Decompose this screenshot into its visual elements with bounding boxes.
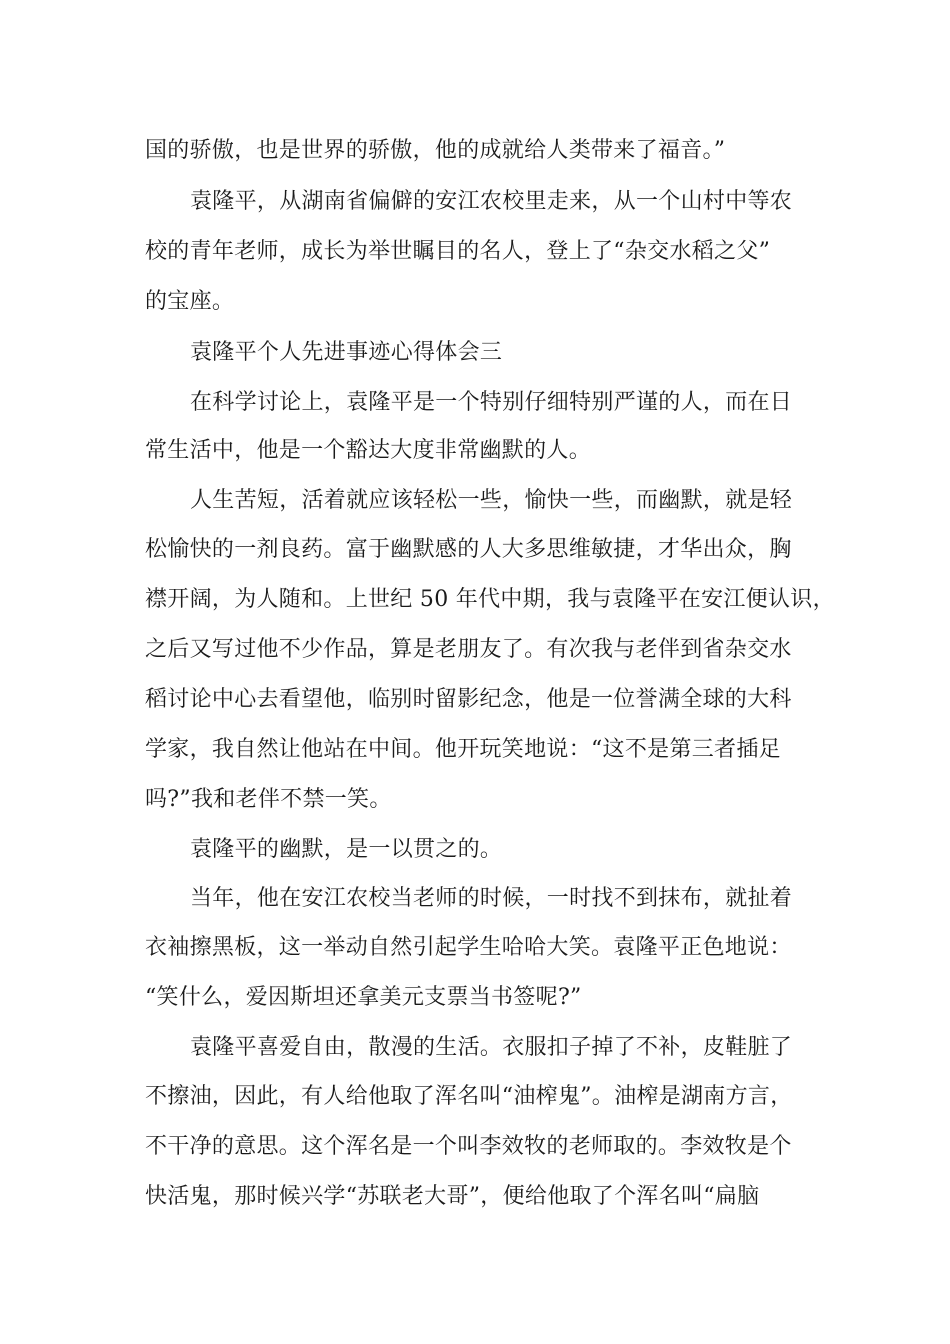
text-line: 校的青年老师，成长为举世瞩目的名人，登上了“杂交水稻之父”	[145, 239, 771, 264]
text-line: 的宝座。	[145, 289, 235, 314]
section-heading: 袁隆平个人先进事迹心得体会三	[190, 340, 503, 365]
text-line: 衣袖擦黑板，这一举动自然引起学生哈哈大笑。袁隆平正色地说：	[145, 935, 792, 960]
text-line: 学家，我自然让他站在中间。他开玩笑地说：“这不是第三者插足	[145, 737, 781, 762]
text-line: 不干净的意思。这个浑名是一个叫李效牧的老师取的。李效牧是个	[145, 1134, 792, 1159]
text-line: 之后又写过他不少作品，算是老朋友了。有次我与老伴到省杂交水	[145, 637, 792, 662]
text-line: 稻讨论中心去看望他，临别时留影纪念，他是一位誉满全球的大科	[145, 687, 792, 712]
text-line: 袁隆平的幽默，是一以贯之的。	[190, 837, 503, 862]
text-line: 在科学讨论上，袁隆平是一个特别仔细特别严谨的人，而在日	[190, 390, 793, 415]
text-line: 人生苦短，活着就应该轻松一些，愉快一些，而幽默，就是轻	[190, 488, 793, 513]
text-line: 当年，他在安江农校当老师的时候，一时找不到抹布，就扯着	[190, 886, 793, 911]
text-line: 松愉快的一剂良药。富于幽默感的人大多思维敏捷，才华出众，胸	[145, 537, 792, 562]
text-line: 国的骄傲，也是世界的骄傲，他的成就给人类带来了福音。”	[145, 138, 726, 163]
text-line: 快活鬼，那时候兴学“苏联老大哥”，便给他取了个浑名叫“扁脑	[145, 1184, 760, 1209]
text-line: 常生活中，他是一个豁达大度非常幽默的人。	[145, 438, 592, 463]
text-line: 襟开阔，为人随和。上世纪 50 年代中期，我与袁隆平在安江便认识，	[145, 587, 835, 612]
text-line: 吗?”我和老伴不禁一笑。	[145, 787, 392, 812]
text-line: “笑什么，爱因斯坦还拿美元支票当书签呢?”	[145, 985, 582, 1010]
text-line: 袁隆平，从湖南省偏僻的安江农校里走来，从一个山村中等农	[190, 189, 793, 214]
text-line: 不擦油，因此，有人给他取了浑名叫“油榨鬼”。油榨是湖南方言，	[145, 1084, 793, 1109]
text-line: 袁隆平喜爱自由，散漫的生活。衣服扣子掉了不补，皮鞋脏了	[190, 1035, 793, 1060]
